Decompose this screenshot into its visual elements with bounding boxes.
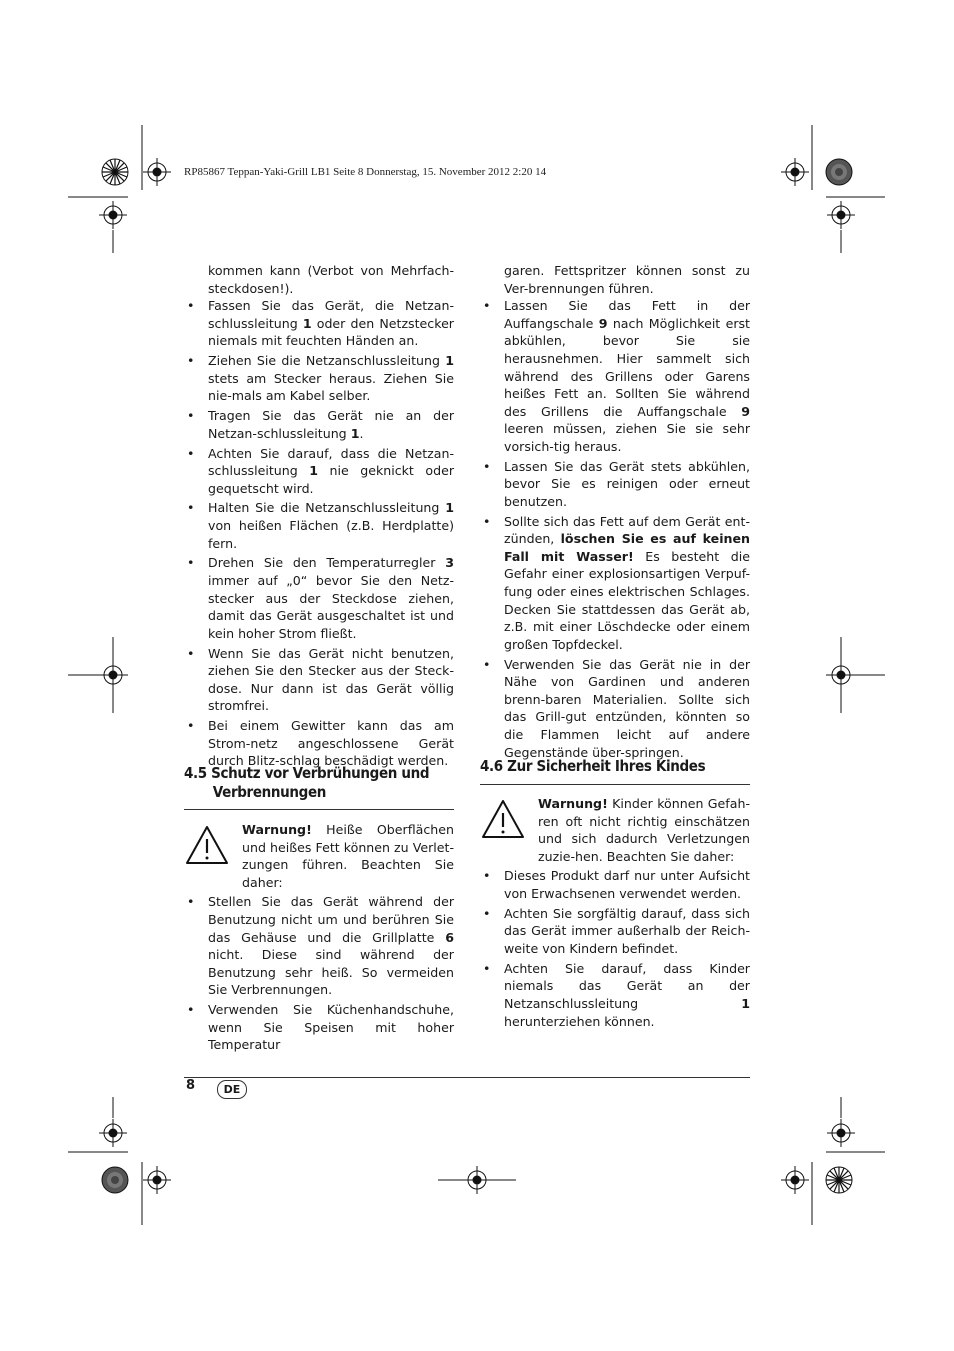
- list-item: • Tragen Sie das Gerät nie an der Netzan-schlussleitung 1.: [184, 407, 454, 442]
- right-column: [480, 262, 750, 763]
- list-item: • Lassen Sie das Fett in der Auffangschale 9 nach Möglichkeit erst abkühlen, bevor Sie sie herausnehmen. Hier sammelt sich während des Grillens oder Garens heißes Fett an. Sollten Sie während des Grillens die Auffangschale 9 leeren müssen, ziehen Sie sie sehr vorsich-tig heraus.: [480, 297, 750, 455]
- warning-triangle-icon: [184, 823, 230, 865]
- left-column: [184, 262, 454, 772]
- page-number: 8: [186, 1078, 196, 1093]
- list-item: • Achten Sie sorgfältig darauf, dass sich das Gerät immer außerhalb der Reich-weite von Kindern befindet.: [480, 905, 750, 958]
- continuation-text: kommen kann (Verbot von Mehrfach-steckdosen!).: [208, 263, 454, 296]
- warning-text: Warnung! Kinder können Gefah-ren oft nicht richtig einschätzen und sich dadurch Verletzungen zuzie-hen. Beachten Sie daher:: [538, 796, 750, 864]
- warning-text: Warnung! Heiße Oberflächen und heißes Fett können zu Verlet-zungen führen. Beachten Sie daher:: [242, 822, 454, 890]
- language-badge: DE: [217, 1080, 247, 1099]
- warning-triangle-icon: [480, 797, 526, 839]
- section-heading: 4.5 Schutz vor Verbrühungen und Verbrennungen: [184, 764, 430, 801]
- warning-box: [184, 821, 454, 891]
- list-item: • Stellen Sie das Gerät während der Benutzung nicht um und berühren Sie das Gehäuse und die Grillplatte 6 nicht. Diese sind während der Benutzung sehr heiß. So vermeiden Sie Verbrennungen.: [184, 893, 454, 999]
- list-item: • Sollte sich das Fett auf dem Gerät ent-zünden, löschen Sie es auf keinen Fall mit Wasser! Es besteht die Gefahr einer explosionsartigen Verpuf-fung oder eines elektrischen Schlages. Decken Sie stattdessen das Gerät ab, z.B. mit einer Löschdecke oder einem großen Topfdeckel.: [480, 513, 750, 654]
- list-item: • Lassen Sie das Gerät stets abkühlen, bevor Sie es reinigen oder erneut benutzen.: [480, 458, 750, 511]
- list-item: • Wenn Sie das Gerät nicht benutzen, ziehen Sie den Stecker aus der Steck-dose. Nur dann ist das Gerät völlig stromfrei.: [184, 645, 454, 715]
- section-heading: 4.6 Zur Sicherheit Ihres Kindes: [480, 757, 706, 775]
- continuation-text: garen. Fettspritzer können sonst zu Ver-brennungen führen.: [504, 263, 750, 296]
- list-item: • Ziehen Sie die Netzanschlussleitung 1 stets am Stecker heraus. Ziehen Sie nie-mals am Kabel selber.: [184, 352, 454, 405]
- list-item: • Verwenden Sie das Gerät nie in der Nähe von Gardinen und anderen brenn-baren Materialien. Sollte sich das Grill-gut entzünden, könnten so die Flammen leicht auf andere Gegenstände über-springen.: [480, 656, 750, 762]
- fat-safety-list: [480, 297, 750, 761]
- warning-box: [480, 795, 750, 865]
- list-item: • Dieses Produkt darf nur unter Aufsicht von Erwachsenen verwendet werden.: [480, 867, 750, 902]
- list-item: • Bei einem Gewitter kann das am Strom-netz angeschlossene Gerät durch Blitz-schlag beschädigt werden.: [184, 717, 454, 770]
- list-item: • Drehen Sie den Temperaturregler 3 immer auf „0“ bevor Sie den Netz-stecker aus der Steckdose ziehen, damit das Gerät ausgeschaltet ist und kein hoher Strom fließt.: [184, 554, 454, 642]
- section-4-5: [184, 764, 454, 1056]
- safety-list: [184, 297, 454, 770]
- list-item: • Fassen Sie das Gerät, die Netzan-schlussleitung 1 oder den Netzstecker niemals mit feuchten Händen an.: [184, 297, 454, 350]
- burn-safety-list: [184, 893, 454, 1054]
- list-item: • Achten Sie darauf, dass Kinder niemals das Gerät an der Netzanschlussleitung 1 herunterziehen können.: [480, 960, 750, 1030]
- section-rule: [184, 809, 454, 810]
- child-safety-list: [480, 867, 750, 1030]
- list-item: • Halten Sie die Netzanschlussleitung 1 von heißen Flächen (z.B. Herdplatte) fern.: [184, 499, 454, 552]
- list-item: • Verwenden Sie Küchenhandschuhe, wenn Sie Speisen mit hoher Temperatur: [184, 1001, 454, 1054]
- section-rule: [480, 784, 750, 785]
- footer-rule: [184, 1077, 750, 1078]
- list-item: • Achten Sie darauf, dass die Netzan-schlussleitung 1 nie geknickt oder gequetscht wird.: [184, 445, 454, 498]
- print-slug: RP85867 Teppan-Yaki-Grill LB1 Seite 8 Donnerstag, 15. November 2012 2:20 14: [184, 166, 547, 178]
- section-4-6: [480, 757, 750, 1032]
